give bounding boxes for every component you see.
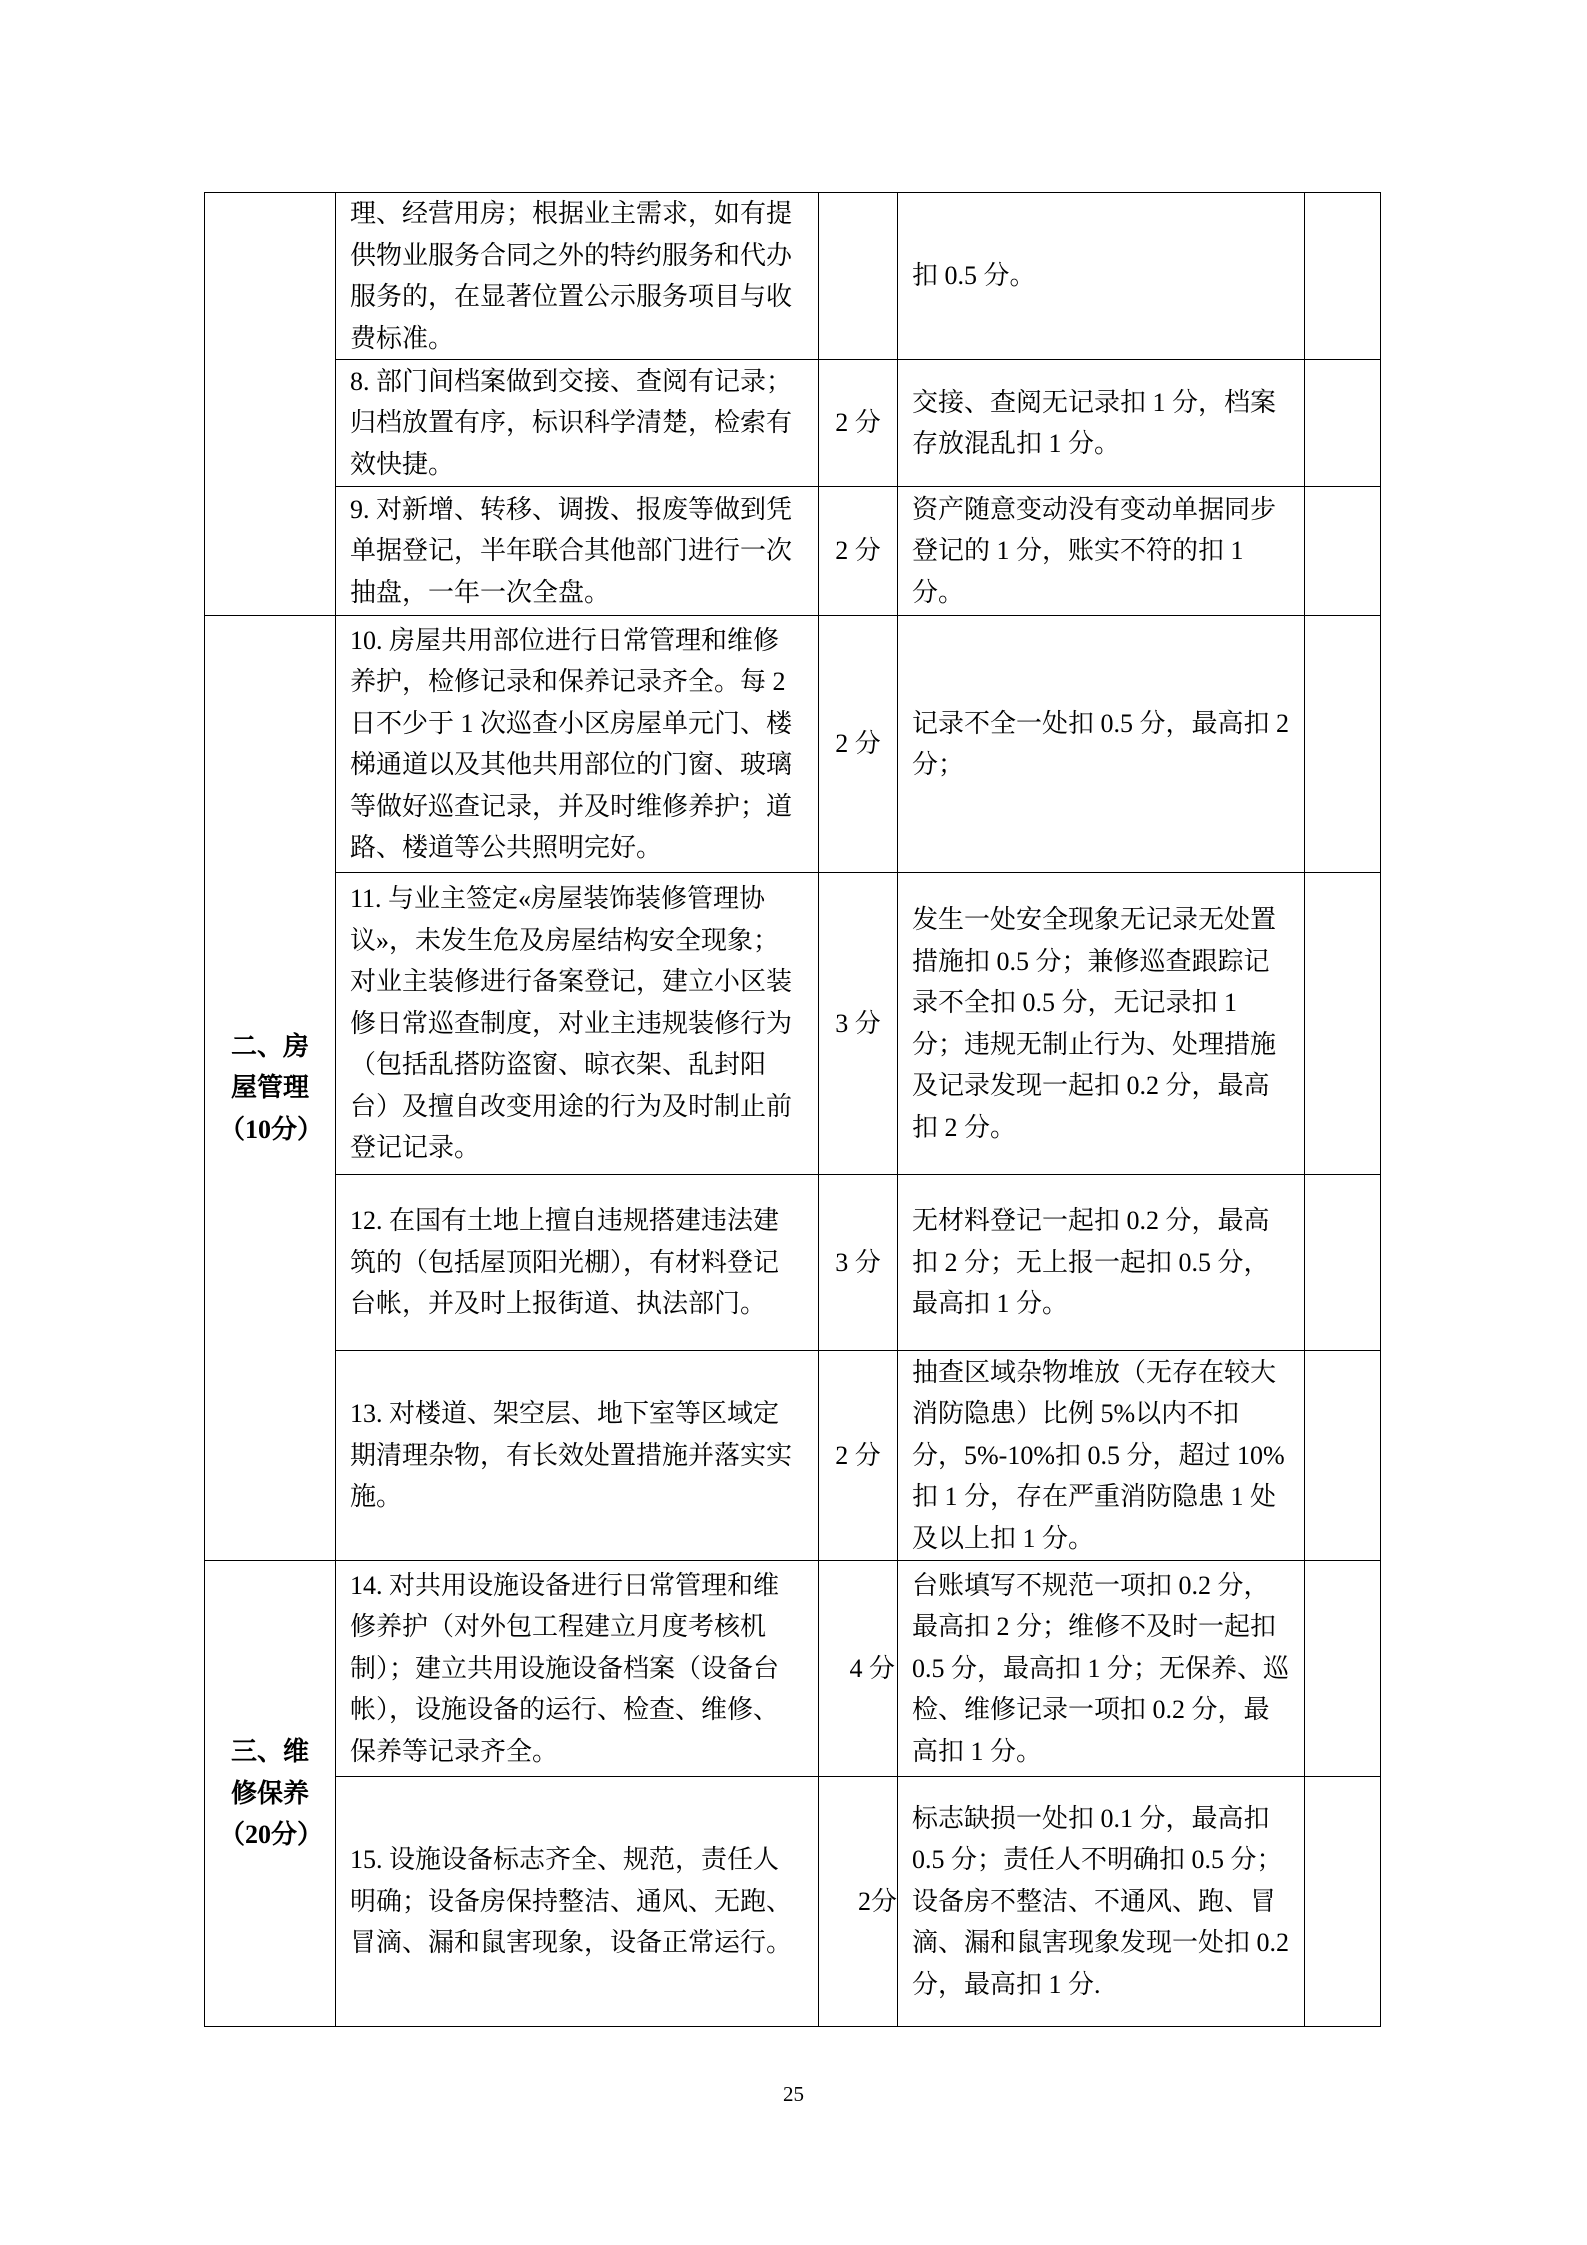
table-row — [205, 1175, 1381, 1351]
page-number: 25 — [783, 2082, 804, 2106]
deduction-cell: 标志缺损一处扣 0.1 分，最高扣 0.5 分；责任人不明确扣 0.5 分；设备房不整洁、不通风、跑、冒滴、漏和鼠害现象发现一处扣 0.2 分，最高扣 1 分. — [898, 1777, 1305, 2027]
score-cell: 3 分 — [819, 1175, 898, 1351]
table-row — [205, 193, 1381, 360]
content-cell: 15. 设施设备标志齐全、规范，责任人明确；设备房保持整洁、通风、无跑、冒滴、漏和鼠害现象，设备正常运行。 — [336, 1777, 819, 2027]
remark-cell — [1305, 616, 1381, 873]
table-row — [205, 873, 1381, 1175]
content-cell: 11. 与业主签定«房屋装饰装修管理协议»，未发生危及房屋结构安全现象；对业主装修进行备案登记，建立小区装修日常巡查制度，对业主违规装修行为（包括乱搭防盗窗、晾衣架、乱封阳台）及擅自改变用途的行为及时制止前登记记录。 — [336, 873, 819, 1175]
content-cell: 12. 在国有土地上擅自违规搭建违法建筑的（包括屋顶阳光棚），有材料登记台帐，并及时上报街道、执法部门。 — [336, 1175, 819, 1351]
deduction-cell: 抽查区域杂物堆放（无存在较大消防隐患）比例 5%以内不扣分，5%-10%扣 0.5 分，超过 10%扣 1 分，存在严重消防隐患 1 处及以上扣 1 分。 — [898, 1351, 1305, 1561]
content-cell: 14. 对共用设施设备进行日常管理和维修养护（对外包工程建立月度考核机制）；建立共用设施设备档案（设备台帐），设施设备的运行、检查、维修、保养等记录齐全。 — [336, 1561, 819, 1777]
content-cell: 理、经营用房；根据业主需求，如有提供物业服务合同之外的特约服务和代办服务的，在显著位置公示服务项目与收费标准。 — [336, 193, 819, 360]
content-cell: 8. 部门间档案做到交接、查阅有记录；归档放置有序，标识科学清楚，检索有效快捷。 — [336, 360, 819, 487]
deduction-cell: 扣 0.5 分。 — [898, 193, 1305, 360]
content-cell: 9. 对新增、转移、调拨、报废等做到凭单据登记，半年联合其他部门进行一次抽盘，一年一次全盘。 — [336, 487, 819, 616]
remark-cell — [1305, 487, 1381, 616]
table-row — [205, 487, 1381, 616]
remark-cell — [1305, 193, 1381, 360]
table-row — [205, 1777, 1381, 2027]
deduction-cell: 发生一处安全现象无记录无处置措施扣 0.5 分；兼修巡查跟踪记录不全扣 0.5 分，无记录扣 1 分；违规无制止行为、处理措施及记录发现一起扣 0.2 分，最高扣 2 分。 — [898, 873, 1305, 1175]
score-cell: 2 分 — [819, 360, 898, 487]
score-cell: 2 分 — [819, 616, 898, 873]
category-cell-empty — [205, 193, 336, 616]
remark-cell — [1305, 1351, 1381, 1561]
score-cell — [819, 193, 898, 360]
score-cell: 3 分 — [819, 873, 898, 1175]
remark-cell — [1305, 360, 1381, 487]
remark-cell — [1305, 1777, 1381, 2027]
table-row — [205, 1561, 1381, 1777]
table-row — [205, 360, 1381, 487]
content-cell: 10. 房屋共用部位进行日常管理和维修养护，检修记录和保养记录齐全。每 2 日不少于 1 次巡查小区房屋单元门、楼梯通道以及其他共用部位的门窗、玻璃等做好巡查记录，并及时维修养护；道路、楼道等公共照明完好。 — [336, 616, 819, 873]
evaluation-table — [204, 192, 1381, 2027]
deduction-cell: 记录不全一处扣 0.5 分，最高扣 2 分； — [898, 616, 1305, 873]
deduction-cell: 资产随意变动没有变动单据同步登记的 1 分，账实不符的扣 1 分。 — [898, 487, 1305, 616]
score-cell: 2 分 — [819, 1351, 898, 1561]
table-row — [205, 1351, 1381, 1561]
deduction-cell: 无材料登记一起扣 0.2 分，最高扣 2 分；无上报一起扣 0.5 分，最高扣 1 分。 — [898, 1175, 1305, 1351]
score-cell: 4 分 — [819, 1561, 898, 1777]
content-cell: 13. 对楼道、架空层、地下室等区域定期清理杂物，有长效处置措施并落实实施。 — [336, 1351, 819, 1561]
score-cell: 2分 — [819, 1777, 898, 2027]
remark-cell — [1305, 1175, 1381, 1351]
category-housing: 二、房屋管理（10分） — [205, 616, 336, 1561]
deduction-cell: 交接、查阅无记录扣 1 分，档案存放混乱扣 1 分。 — [898, 360, 1305, 487]
deduction-cell: 台账填写不规范一项扣 0.2 分，最高扣 2 分；维修不及时一起扣 0.5 分，最高扣 1 分；无保养、巡检、维修记录一项扣 0.2 分，最高扣 1 分。 — [898, 1561, 1305, 1777]
score-cell: 2 分 — [819, 487, 898, 616]
category-maintenance: 三、维修保养（20分） — [205, 1561, 336, 2027]
remark-cell — [1305, 873, 1381, 1175]
table-row — [205, 616, 1381, 873]
remark-cell — [1305, 1561, 1381, 1777]
